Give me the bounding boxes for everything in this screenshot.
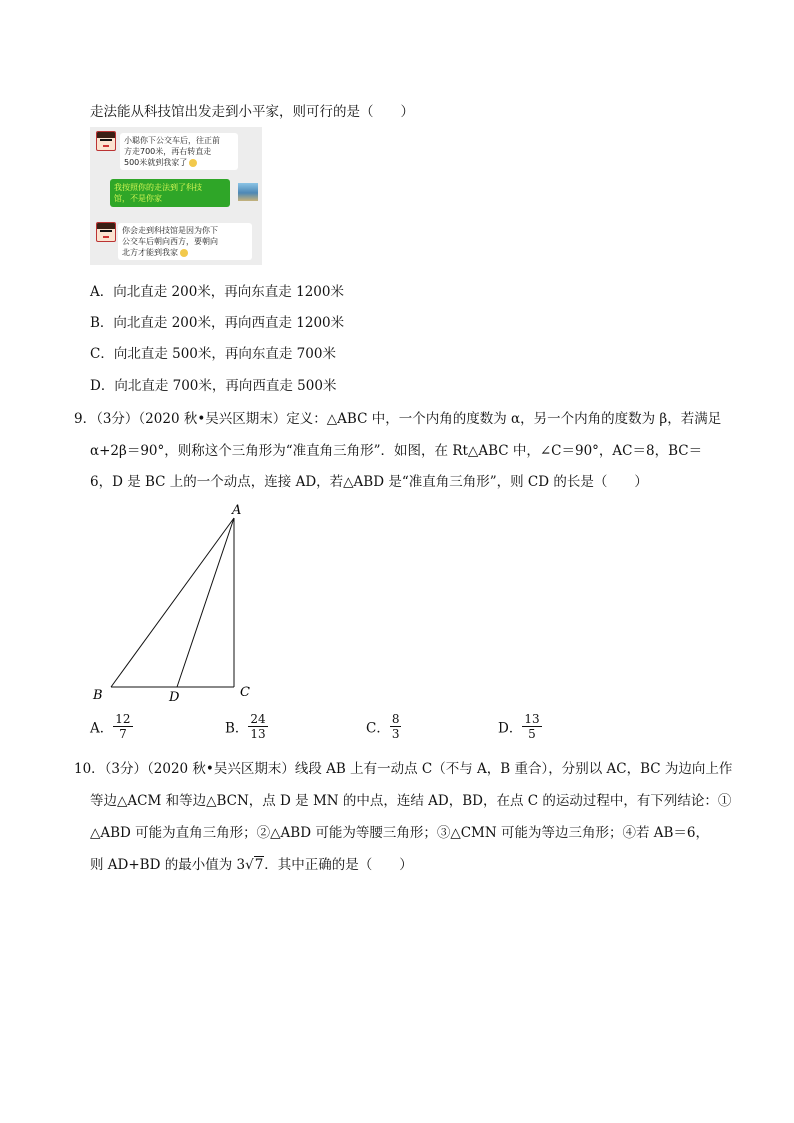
q9-line-2: α+2β＝90°，则称这个三角形为“准直角三角形”．如图，在 Rt△ABC 中，∠C＝90°，AC＝8，BC＝ [90, 443, 703, 459]
fraction: $\frac{8}{3}$ [391, 712, 400, 741]
q9-line-3: 6，D 是 BC 上的一个动点，连接 AD，若△ABD 是“准直角三角形”，则 CD 的长是（ ） [90, 474, 648, 490]
q8-option-d: D．向北直走 700米，再向西直走 500米 [90, 378, 337, 394]
avatar-icon [96, 222, 116, 242]
q10-line-2: 等边△ACM 和等边△BCN，点 D 是 MN 的中点，连结 AD，BD，在点 C 的运动过程中，有下列结论：① [90, 793, 732, 809]
q9-option-d: D． $\frac{13}{5}$ [498, 712, 540, 741]
landscape-avatar-icon [238, 183, 258, 201]
q9-option-a: A． $\frac{12}{7}$ [90, 712, 131, 741]
chat-message-2: 我按照你的走法到了科技 馆，不是你家 [110, 179, 230, 207]
label-b: B [93, 688, 103, 703]
q8-stem-tail: 走法能从科技馆出发走到小平家，则可行的是（ ） [90, 104, 414, 120]
q8-option-b: B．向北直走 200米，再向西直走 1200米 [90, 315, 345, 331]
q10-line-4: 则 AD+BD 的最小值为 3√7．其中正确的是（ ） [90, 857, 413, 873]
label-c: C [240, 685, 250, 700]
q9-option-c: C． $\frac{8}{3}$ [366, 712, 400, 741]
sqrt-expression: √7 [245, 857, 264, 873]
segment-ab [111, 518, 234, 687]
fraction: $\frac{13}{5}$ [524, 712, 540, 741]
chat-message-1: 小聪你下公交车后，往正前 方走700米，再右转直走 500米就到我家了 [120, 133, 238, 170]
smile-emoji-icon [189, 159, 197, 167]
avatar-icon [96, 131, 116, 151]
q8-option-a: A．向北直走 200米，再向东直走 1200米 [90, 284, 344, 300]
q8-option-c: C．向北直走 500米，再向东直走 700米 [90, 346, 336, 362]
label-d: D [169, 690, 180, 705]
q9-option-b: B． $\frac{24}{13}$ [225, 712, 266, 741]
segment-ad [177, 518, 234, 687]
fraction: $\frac{24}{13}$ [250, 712, 266, 741]
chat-message-3: 你会走到科技馆是因为你下 公交车后朝向西方，要朝向 北方才能到我家 [118, 223, 252, 260]
q10-line-1: 10．（3分）（2020 秋•吴兴区期末）线段 AB 上有一动点 C（不与 A，B 重合），分别以 AC，BC 为边向上作 [74, 761, 733, 777]
q9-line-1: 9．（3分）（2020 秋•吴兴区期末）定义：△ABC 中，一个内角的度数为 α，另一个内角的度数为 β，若满足 [74, 411, 722, 427]
q10-line-3: △ABD 可能为直角三角形；②△ABD 可能为等腰三角形；③△CMN 可能为等边三角形；④若 AB＝6， [90, 825, 710, 841]
fraction: $\frac{12}{7}$ [115, 712, 131, 741]
label-a: A [232, 503, 242, 518]
triangle-figure [80, 498, 270, 708]
chat-screenshot [90, 127, 262, 265]
smile-emoji-icon [180, 249, 188, 257]
